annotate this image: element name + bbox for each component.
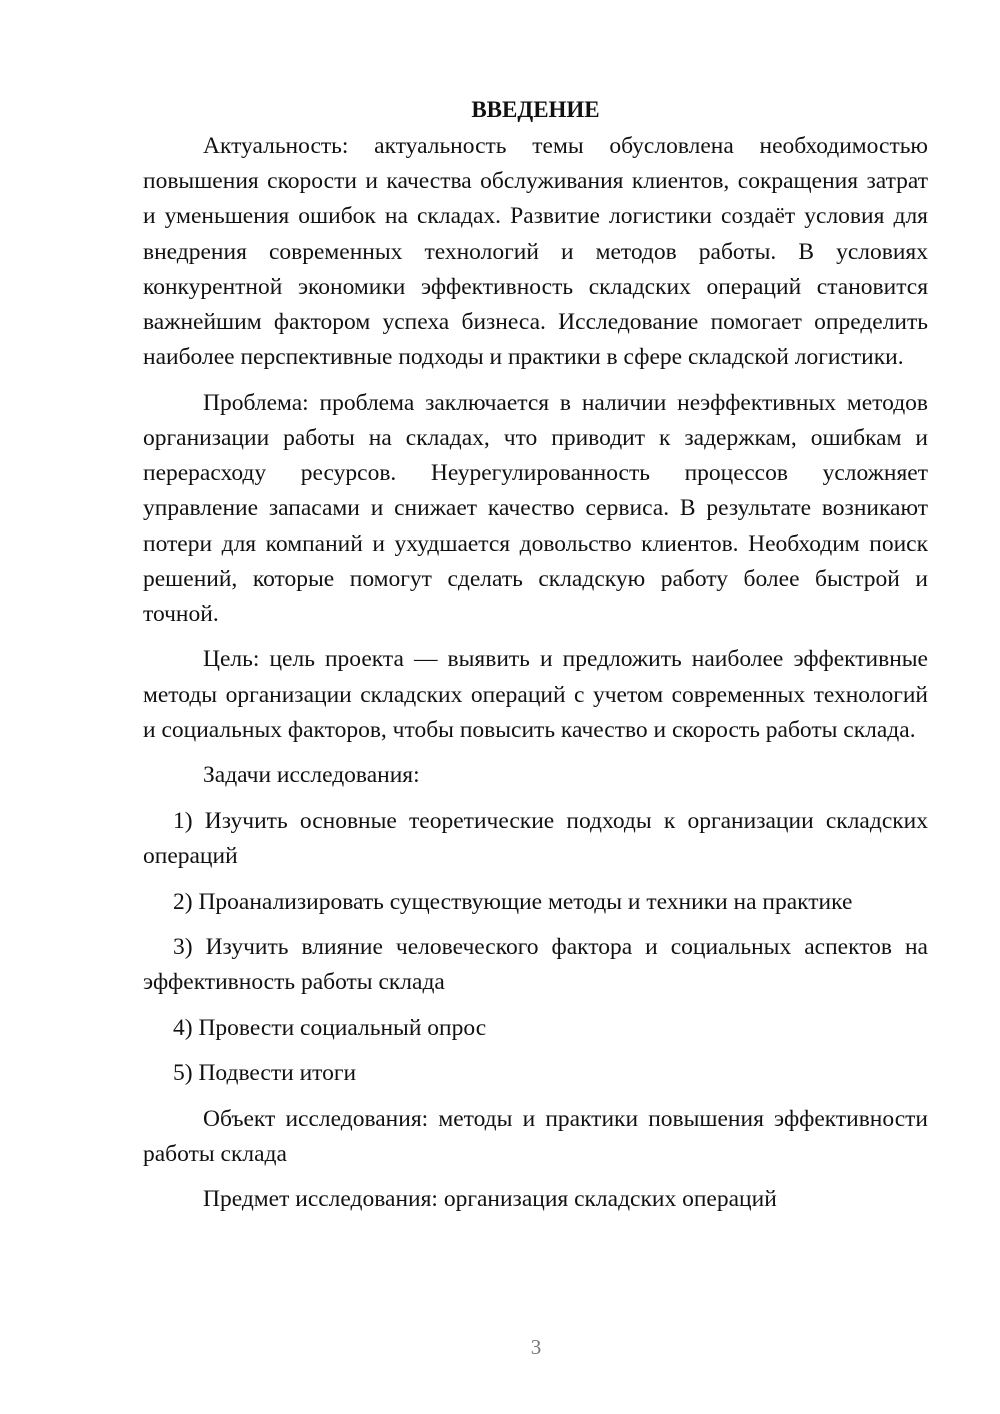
object-paragraph: Объект исследования: методы и практики повышения эффективности работы склада bbox=[143, 1105, 928, 1167]
problem-paragraph: Проблема: проблема заключается в наличии неэффективных методов организации работы на складах, что приводит к задержкам, ошибкам и перерасходу ресурсов. Неурегулированность процессов усложняет управление запасами и снижает качество сервиса. В результате возникают потери для компаний и ухудшается довольство клиентов. Необходим поиск решений, которые помогут сделать складскую работу более быстрой и точной. bbox=[143, 389, 928, 627]
task-item-3: 3) Изучить влияние человеческого фактора и социальных аспектов на эффективность работы склада bbox=[143, 934, 928, 996]
subject-paragraph: Предмет исследования: организация складских операций bbox=[203, 1186, 777, 1213]
task-item-2: 2) Проанализировать существующие методы и техники на практике bbox=[173, 888, 853, 915]
tasks-heading: Задачи исследования: bbox=[203, 762, 420, 789]
goal-paragraph: Цель: цель проекта — выявить и предложить наиболее эффективные методы организации складских операций с учетом современных технологий и социальных факторов, чтобы повысить качество и скорость работы склада. bbox=[143, 646, 928, 743]
page-content bbox=[143, 92, 928, 1228]
task-item-5: 5) Подвести итоги bbox=[173, 1060, 357, 1087]
relevance-paragraph: Актуальность: актуальность темы обусловлена необходимостью повышения скорости и качества обслуживания клиентов, сокращения затрат и уменьшения ошибок на складах. Развитие логистики создаёт условия для внедрения современных технологий и методов работы. В условиях конкурентной экономики эффективность складских операций становится важнейшим фактором успеха бизнеса. Исследование помогает определить наиболее перспективные подходы и практики в сфере складской логистики. bbox=[143, 133, 928, 371]
task-item-4: 4) Провести социальный опрос bbox=[173, 1014, 487, 1041]
page-title: ВВЕДЕНИЕ bbox=[471, 97, 600, 122]
task-item-1: 1) Изучить основные теоретические подходы к организации складских операций bbox=[143, 807, 928, 870]
page-number: 3 bbox=[530, 1335, 542, 1359]
